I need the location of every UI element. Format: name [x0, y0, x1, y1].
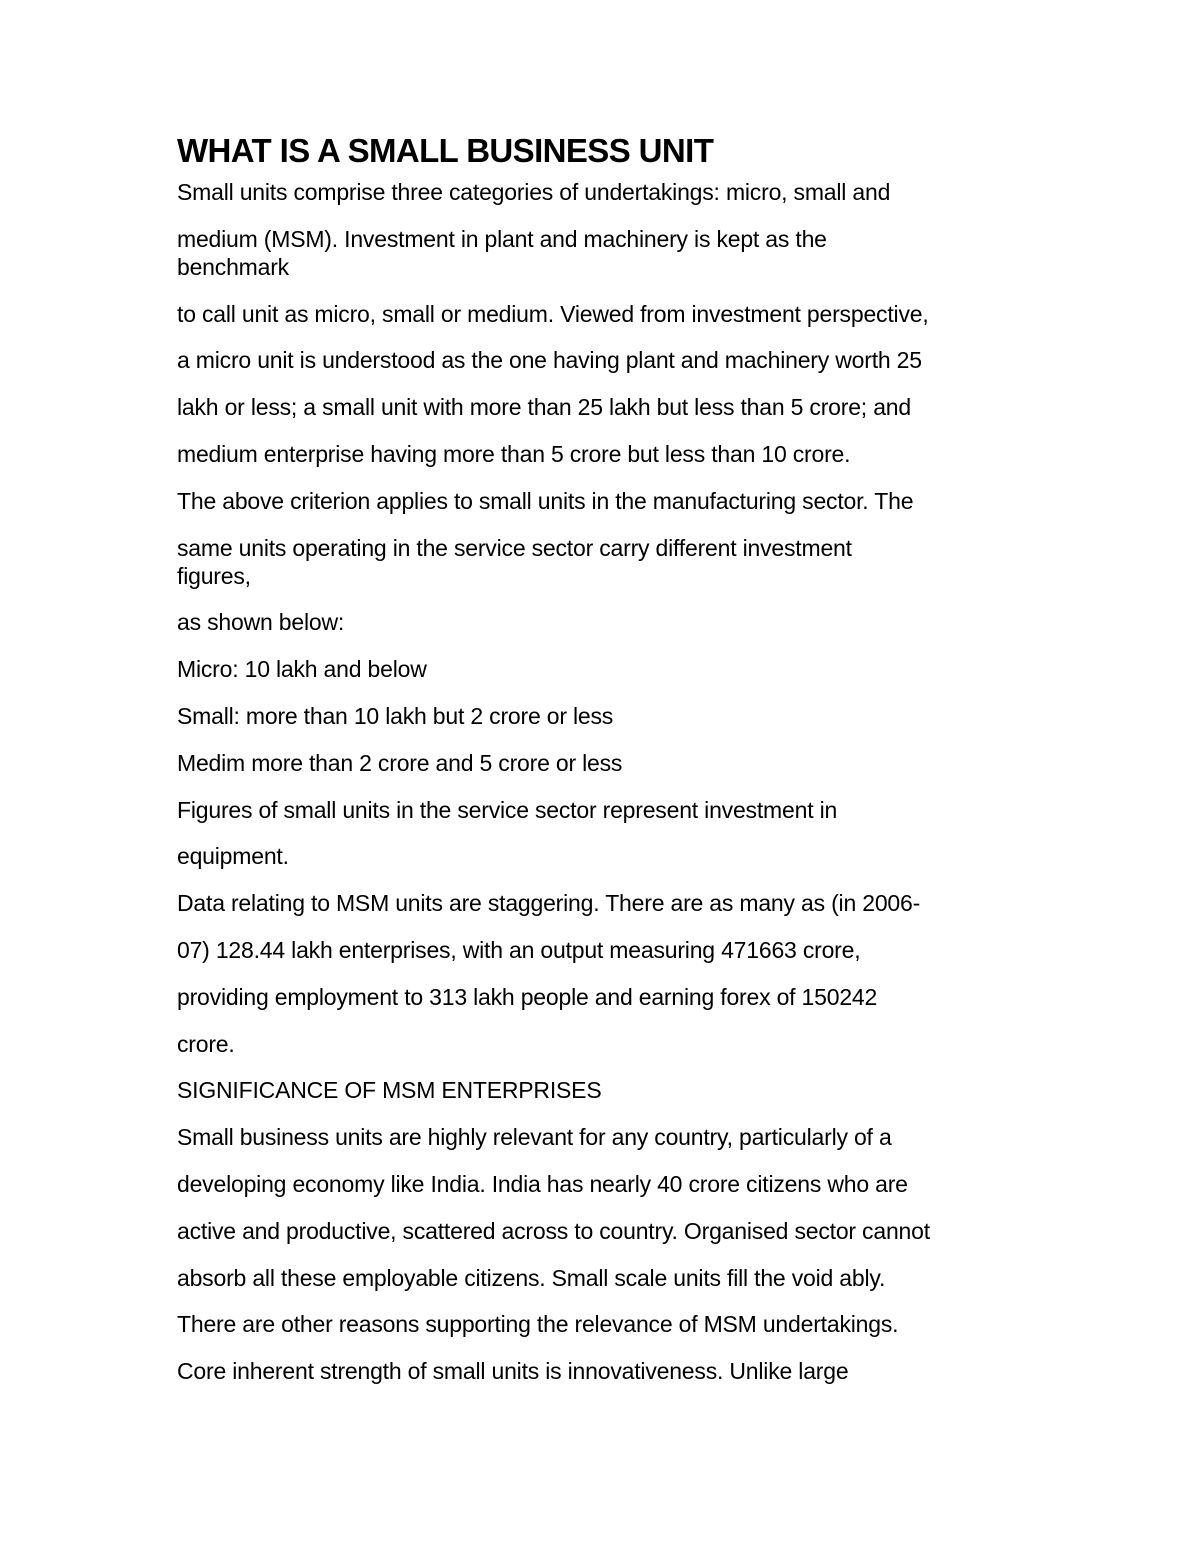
paragraph-line: same units operating in the service sector carry different investment — [177, 534, 852, 561]
paragraph-line: Data relating to MSM units are staggering. There are as many as (in 2006- — [177, 890, 921, 917]
section-heading: SIGNIFICANCE OF MSM ENTERPRISES — [177, 1077, 602, 1104]
paragraph-line: providing employment to 313 lakh people and earning forex of 150242 — [177, 983, 878, 1010]
paragraph-line: Core inherent strength of small units is innovativeness. Unlike large — [177, 1358, 849, 1385]
paragraph-line: as shown below: — [177, 609, 345, 636]
paragraph-line: 07) 128.44 lakh enterprises, with an output measuring 471663 crore, — [177, 936, 861, 963]
paragraph-line: lakh or less; a small unit with more than 25 lakh but less than 5 crore; and — [177, 394, 911, 421]
document-title: WHAT IS A SMALL BUSINESS UNIT — [177, 132, 714, 169]
paragraph-line: benchmark — [177, 253, 289, 280]
list-item-micro: Micro: 10 lakh and below — [177, 656, 427, 683]
paragraph-line: Small business units are highly relevant for any country, particularly of a — [177, 1124, 892, 1151]
paragraph-line: medium enterprise having more than 5 crore but less than 10 crore. — [177, 440, 851, 467]
list-item-small: Small: more than 10 lakh but 2 crore or less — [177, 702, 614, 729]
paragraph-line: equipment. — [177, 843, 289, 870]
paragraph-line: There are other reasons supporting the relevance of MSM undertakings. — [177, 1311, 899, 1338]
paragraph-line: active and productive, scattered across to country. Organised sector cannot — [177, 1217, 930, 1244]
paragraph-line: The above criterion applies to small units in the manufacturing sector. The — [177, 487, 914, 514]
paragraph-line: Figures of small units in the service sector represent investment in — [177, 796, 838, 823]
paragraph-line: crore. — [177, 1030, 235, 1057]
paragraph-line: developing economy like India. India has nearly 40 crore citizens who are — [177, 1170, 908, 1197]
paragraph-line: a micro unit is understood as the one having plant and machinery worth 25 — [177, 347, 922, 374]
paragraph-line: medium (MSM). Investment in plant and machinery is kept as the — [177, 225, 827, 252]
paragraph-line: Small units comprise three categories of undertakings: micro, small and — [177, 179, 891, 205]
paragraph-line: to call unit as micro, small or medium. Viewed from investment perspective, — [177, 300, 929, 327]
paragraph-line: figures, — [177, 562, 251, 589]
paragraph-line: absorb all these employable citizens. Small scale units fill the void ably. — [177, 1264, 886, 1291]
list-item-medium: Medim more than 2 crore and 5 crore or less — [177, 749, 623, 776]
document-body — [177, 130, 1077, 1404]
